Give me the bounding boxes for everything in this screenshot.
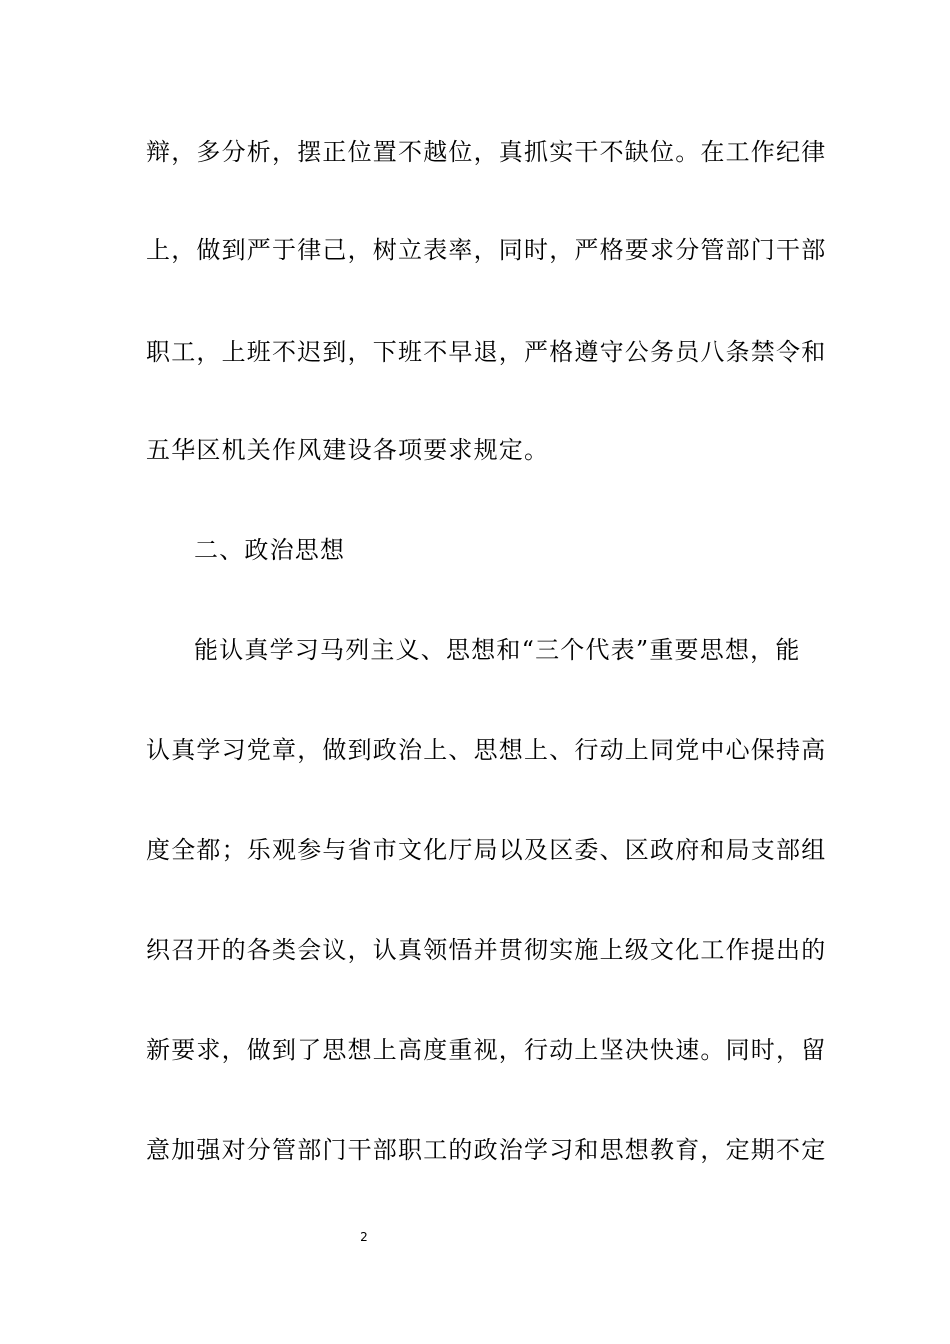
paragraph-2-line-4: 织召开的各类会议，认真领悟并贯彻实施上级文化工作提出的 bbox=[146, 936, 827, 964]
paragraph-1-line-3: 职工，上班不迟到，下班不早退，严格遵守公务员八条禁令和 bbox=[146, 338, 827, 366]
paragraph-2-line-2: 认真学习党章，做到政治上、思想上、行动上同党中心保持高 bbox=[146, 736, 827, 764]
paragraph-1-line-2: 上，做到严于律己，树立表率，同时，严格要求分管部门干部 bbox=[146, 236, 827, 264]
section-heading: 二、政治思想 bbox=[194, 536, 346, 564]
page-number: 2 bbox=[360, 1230, 368, 1244]
paragraph-2-line-3: 度全都；乐观参与省市文化厅局以及区委、区政府和局支部组 bbox=[146, 836, 827, 864]
paragraph-2-line-1: 能认真学习马列主义、思想和“三个代表”重要思想，能 bbox=[194, 636, 801, 664]
paragraph-2-line-5: 新要求，做到了思想上高度重视，行动上坚决快速。同时，留 bbox=[146, 1036, 827, 1064]
paragraph-2-line-6: 意加强对分管部门干部职工的政治学习和思想教育，定期不定 bbox=[146, 1136, 827, 1164]
paragraph-1-line-4: 五华区机关作风建设各项要求规定。 bbox=[146, 436, 550, 464]
paragraph-1-line-1: 辩，多分析，摆正位置不越位，真抓实干不缺位。在工作纪律 bbox=[146, 138, 827, 166]
